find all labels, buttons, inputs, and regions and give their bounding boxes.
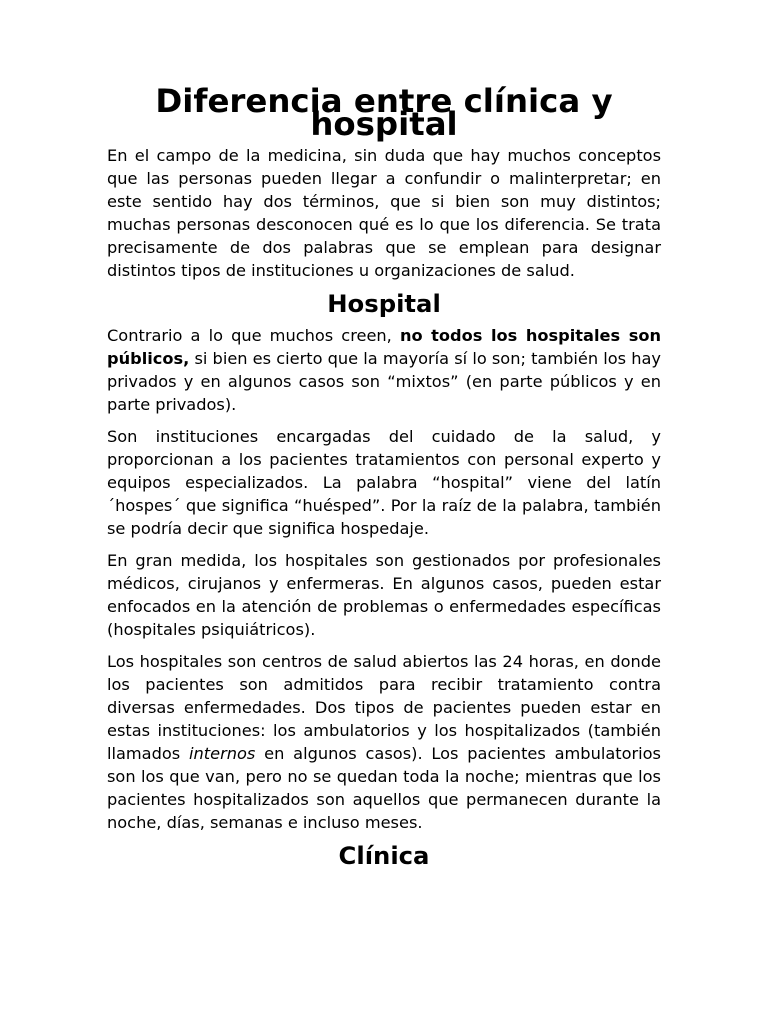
hospital-paragraph-3: En gran medida, los hospitales son gestionados por profesionales médicos, cirujanos y enfermeras. En algunos casos, pueden estar enfocados en la atención de problemas o enfermedades específicas (hospitales psiquiátricos). — [107, 551, 661, 639]
hospital-paragraph-2: Son instituciones encargadas del cuidado de la salud, y proporcionan a los pacientes tratamientos con personal experto y equipos especializados. La palabra “hospital” viene del latín ´hospes´ que significa “huésped”. Por la raíz de la palabra, también se podría decir que significa hospedaje. — [107, 427, 661, 538]
section-heading-hospital: Hospital — [327, 289, 441, 318]
hospital-p1-bold-text: no todos los hospitales son públicos, — [107, 326, 661, 368]
hospital-p4-text-start: Los hospitales son centros de salud abiertos las 24 horas, en donde los pacientes son admitidos para recibir tratamiento contra diversas enfermedades. Dos tipos de pacientes pueden estar en estas instituciones: los ambulatorios y los hospitalizados (también llamados — [107, 652, 661, 763]
hospital-p1-text-start: Contrario a lo que muchos creen, — [107, 326, 400, 345]
document-page — [107, 82, 661, 876]
intro-paragraph: En el campo de la medicina, sin duda que hay muchos conceptos que las personas pueden llegar a confundir o malinterpretar; en este sentido hay dos términos, que si bien son muy distintos; muchas personas desconocen qué es lo que los diferencia. Se trata precisamente de dos palabras que se emplean para designar distintos tipos de instituciones u organizaciones de salud. — [107, 146, 661, 280]
hospital-p1-text-end: si bien es cierto que la mayoría sí lo son; también los hay privados y en algunos casos son “mixtos” (en parte públicos y en parte privados). — [107, 349, 661, 414]
section-heading-clinica: Clínica — [338, 841, 430, 870]
hospital-paragraph-1 — [107, 324, 661, 416]
hospital-p4-text-end: en algunos casos). Los pacientes ambulatorios son los que van, pero no se quedan toda la noche; mientras que los pacientes hospitalizados son aquellos que permanecen durante la noche, días, semanas e incluso meses. — [107, 744, 661, 832]
hospital-p4-italic-text: internos — [189, 744, 256, 763]
hospital-paragraph-4 — [107, 650, 661, 834]
document-title: Diferencia entre clínica y hospital — [155, 82, 613, 143]
